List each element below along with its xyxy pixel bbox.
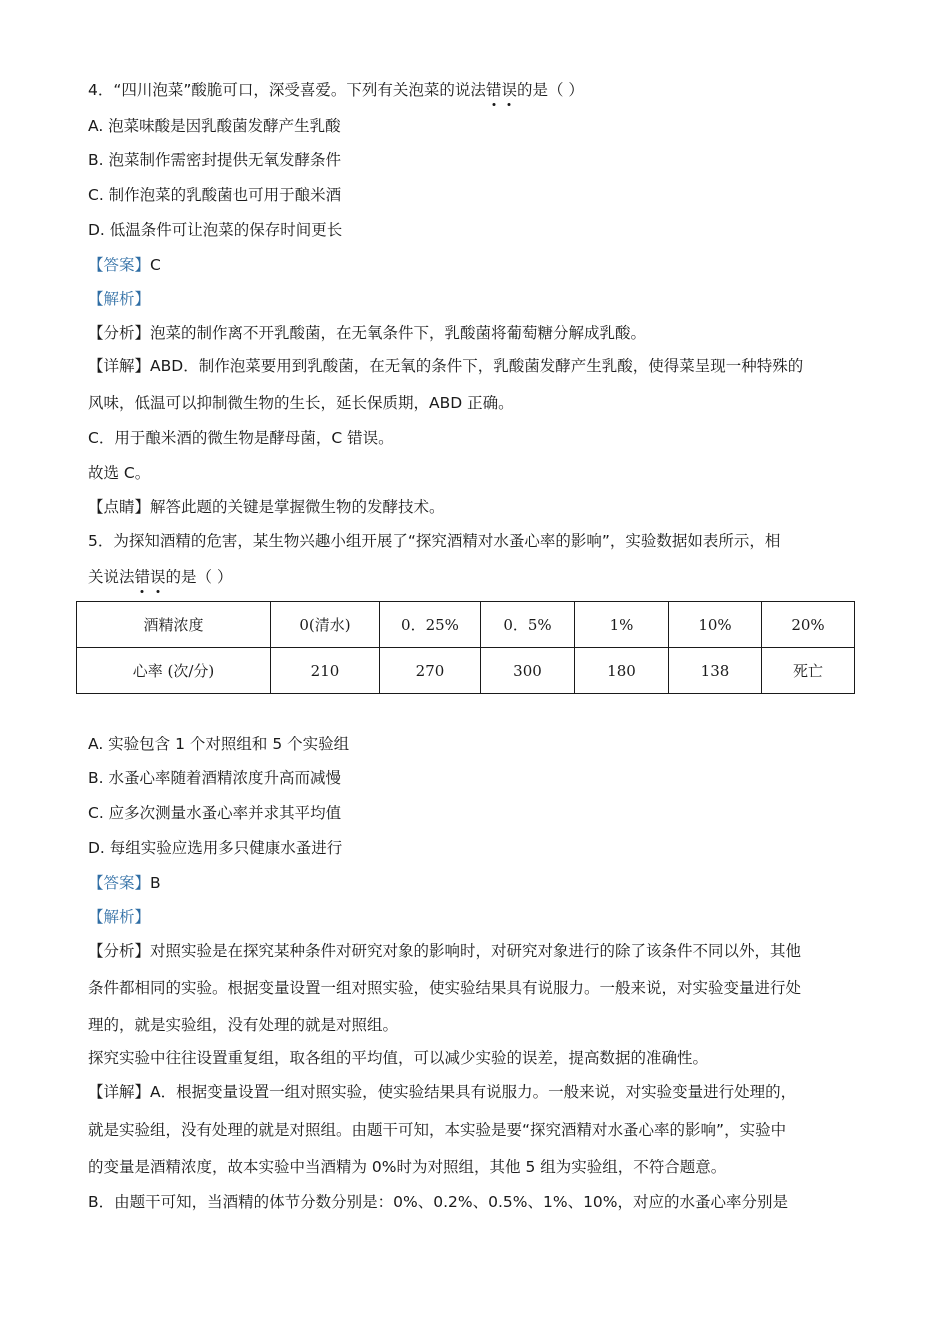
q5-fenxi-line3: 理的，就是实验组，没有处理的就是对照组。 xyxy=(88,1016,399,1034)
emphasis-char: 误 xyxy=(501,81,517,99)
q4-answer xyxy=(88,254,161,276)
table-cell: 20% xyxy=(762,602,855,648)
data-table xyxy=(76,601,855,694)
table-cell: 210 xyxy=(271,648,380,694)
q4-option-d: D. 低温条件可让泡菜的保存时间更长 xyxy=(88,221,343,239)
q5-option-c: C. 应多次测量水蚤心率并求其平均值 xyxy=(88,804,342,822)
q5-xiangjie-line2: 就是实验组，没有处理的就是对照组。由题干可知，本实验是要“探究酒精对水蚤心率的影响”，实验中 xyxy=(88,1121,787,1139)
q5-answer xyxy=(88,872,161,894)
fenxi-tag: 【分析】 xyxy=(88,942,151,960)
table-cell: 270 xyxy=(380,648,481,694)
answer-tag: 【答案】 xyxy=(88,874,151,892)
q4-option-a: A. 泡菜味酸是因乳酸菌发酵产生乳酸 xyxy=(88,117,341,135)
table-cell: 0(清水) xyxy=(271,602,380,648)
q4-option-c: C. 制作泡菜的乳酸菌也可用于酿米酒 xyxy=(88,186,342,204)
table-cell: 180 xyxy=(575,648,669,694)
table-cell: 0．5% xyxy=(481,602,575,648)
table-cell: 138 xyxy=(669,648,762,694)
answer-value: B xyxy=(150,874,161,892)
xiangjie-text: ABD．制作泡菜要用到乳酸菌，在无氧的条件下，乳酸菌发酵产生乳酸，使得菜呈现一种特殊的 xyxy=(150,357,804,375)
fenxi-text: 泡菜的制作离不开乳酸菌，在无氧条件下，乳酸菌将葡萄糖分解成乳酸。 xyxy=(150,324,647,342)
q5-option-d: D. 每组实验应选用多只健康水蚤进行 xyxy=(88,839,343,857)
q5-stem-tail: 的是（ ） xyxy=(165,568,233,586)
xiangjie-tag: 【详解】 xyxy=(88,357,151,375)
emphasis-char: 错 xyxy=(134,568,151,586)
q5-fenxi xyxy=(88,940,801,962)
q5-option-a: A. 实验包含 1 个对照组和 5 个实验组 xyxy=(88,735,350,753)
analysis-tag: 【解析】 xyxy=(88,908,151,926)
q4-stem-tail: 的是（ ） xyxy=(516,81,584,99)
q5-fenxi-line4: 探究实验中往往设置重复组，取各组的平均值，可以减少实验的误差，提高数据的准确性。 xyxy=(88,1049,709,1067)
q5-xiangjie-line4: B．由题干可知，当酒精的体节分数分别是：0%、0.2%、0.5%、1%、10%，对应的水蚤心率分别是 xyxy=(88,1193,789,1211)
xiangjie-text: A．根据变量设置一组对照实验，使实验结果具有说服力。一般来说，对实验变量进行处理的， xyxy=(150,1083,797,1101)
q4-choose: 故选 C。 xyxy=(88,464,151,482)
q5-stem-line2 xyxy=(88,566,232,588)
analysis-tag: 【解析】 xyxy=(88,290,151,308)
table-cell: 1% xyxy=(575,602,669,648)
table-cell: 酒精浓度 xyxy=(77,602,271,648)
q4-dianjing xyxy=(88,496,445,518)
q4-xiangjie xyxy=(88,355,803,377)
table-row xyxy=(77,648,855,694)
fenxi-tag: 【分析】 xyxy=(88,324,151,342)
answer-tag: 【答案】 xyxy=(88,256,151,274)
dianjing-text: 解答此题的关键是掌握微生物的发酵技术。 xyxy=(150,498,445,516)
emphasis-char: 错 xyxy=(485,81,502,99)
q4-option-b: B. 泡菜制作需密封提供无氧发酵条件 xyxy=(88,151,341,169)
table-cell: 300 xyxy=(481,648,575,694)
q4-stem xyxy=(88,79,584,101)
answer-value: C xyxy=(150,256,161,274)
table-cell: 心率 (次/分) xyxy=(77,648,271,694)
q4-fenxi xyxy=(88,322,646,344)
q5-stem-text: 关说法 xyxy=(88,568,135,586)
xiangjie-tag: 【详解】 xyxy=(88,1083,151,1101)
table-cell: 10% xyxy=(669,602,762,648)
q5-xiangjie-line3: 的变量是酒精浓度，故本实验中当酒精为 0%时为对照组，其他 5 组为实验组，不符合题意。 xyxy=(88,1158,727,1176)
emphasis-char: 误 xyxy=(150,568,166,586)
fenxi-text: 对照实验是在探究某种条件对研究对象的影响时，对研究对象进行的除了该条件不同以外，其他 xyxy=(150,942,802,960)
table-cell: 死亡 xyxy=(762,648,855,694)
table-cell: 0．25% xyxy=(380,602,481,648)
q5-fenxi-line2: 条件都相同的实验。根据变量设置一组对照实验，使实验结果具有说服力。一般来说，对实验变量进行处 xyxy=(88,979,802,997)
q4-xiangjie-line3: C．用于酿米酒的微生物是酵母菌，C 错误。 xyxy=(88,429,394,447)
table-row xyxy=(77,602,855,648)
dianjing-tag: 【点睛】 xyxy=(88,498,151,516)
q4-stem-text: 4．“四川泡菜”酸脆可口，深受喜爱。下列有关泡菜的说法 xyxy=(88,81,486,99)
q5-xiangjie xyxy=(88,1081,796,1103)
q5-stem-line1: 5．为探知酒精的危害，某生物兴趣小组开展了“探究酒精对水蚤心率的影响”，实验数据如表所示，相 xyxy=(88,532,781,550)
q5-option-b: B. 水蚤心率随着酒精浓度升高而减慢 xyxy=(88,769,341,787)
q4-xiangjie-line2: 风味，低温可以抑制微生物的生长，延长保质期，ABD 正确。 xyxy=(88,394,514,412)
